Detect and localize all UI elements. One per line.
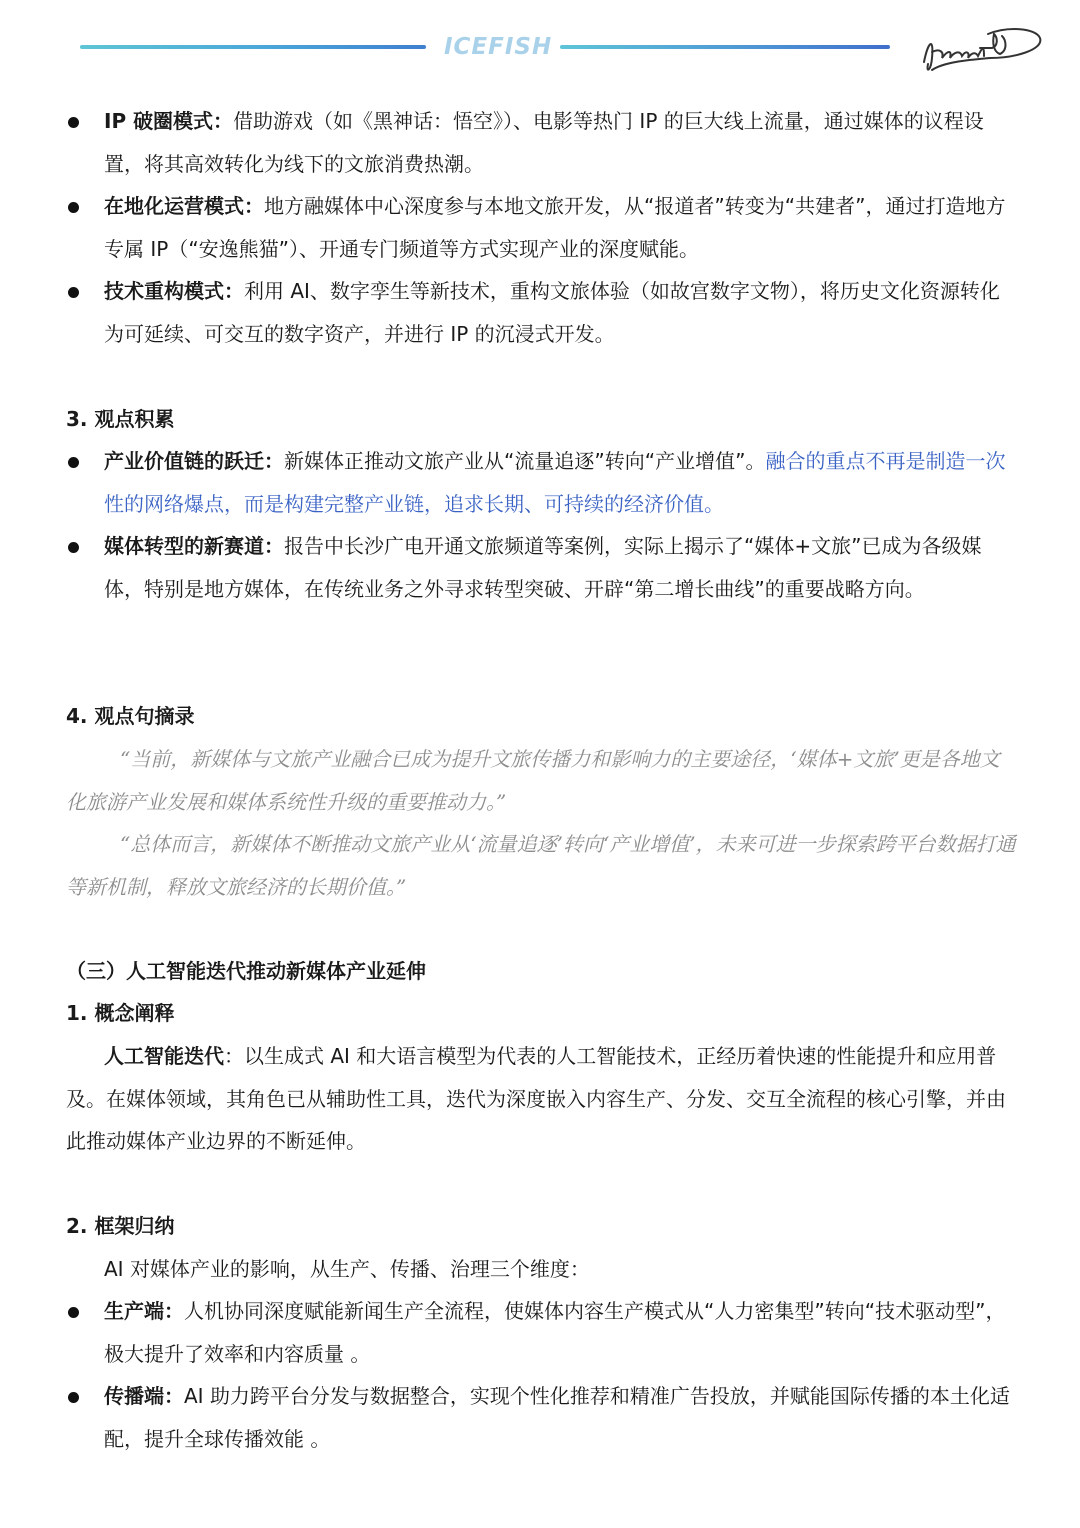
section-heading: 4. 观点句摘录 xyxy=(66,704,195,728)
item-title: IP 破圈模式： xyxy=(104,109,234,133)
item-text: 地方融媒体中心深度参与本地文旅开发，从“报道者”转变为“共建者”，通过打造地方专属 IP（“安逸熊猫”）、开通专门频道等方式实现产业的深度赋能。 xyxy=(104,194,1006,261)
quote-text: “总体而言，新媒体不断推动文旅产业从‘流量追逐’转向‘产业增值’，未来可进一步探索跨平台数据打通等新机制，释放文旅经济的长期价值。” xyxy=(66,832,1016,899)
bullet-dot xyxy=(68,117,79,128)
item-title: 产业价值链的跃迁： xyxy=(104,449,284,473)
list-item xyxy=(104,1375,1016,1460)
item-text: 新媒体正推动文旅产业从“流量追逐”转向“产业增值”。 xyxy=(284,449,766,473)
header-rule-left xyxy=(80,45,426,49)
quote-text: “当前，新媒体与文旅产业融合已成为提升文旅传播力和影响力的主要途径，‘媒体+文旅’更是各地文化旅游产业发展和媒体系统性升级的重要推动力。” xyxy=(66,747,1000,814)
page-header xyxy=(0,0,1080,100)
header-rule-right xyxy=(560,45,890,49)
list-item xyxy=(104,185,1016,270)
part-heading: （三）人工智能迭代推动新媒体产业延伸 xyxy=(66,959,426,983)
bullet-dot xyxy=(68,1392,79,1403)
list-item xyxy=(104,270,1016,355)
item-title: 在地化运营模式： xyxy=(104,194,264,218)
item-title: 生产端： xyxy=(104,1299,184,1323)
icefish-logo: ICEFISH xyxy=(444,34,553,60)
list-item xyxy=(104,440,1016,525)
item-title: 技术重构模式： xyxy=(104,279,244,303)
section-heading: 1. 概念阐释 xyxy=(66,1001,175,1025)
section-heading: 3. 观点积累 xyxy=(66,407,175,431)
item-text: 借助游戏（如《黑神话：悟空》）、电影等热门 IP 的巨大线上流量，通过媒体的议程设置，将其高效转化为线下的文旅消费热潮。 xyxy=(104,109,984,176)
concept-paragraph xyxy=(66,1035,1016,1163)
concept-term: 人工智能迭代 xyxy=(104,1044,224,1068)
framework-intro: AI 对媒体产业的影响，从生产、传播、治理三个维度： xyxy=(104,1257,590,1281)
item-text: 利用 AI、数字孪生等新技术，重构文旅体验（如故宫数字文物），将历史文化资源转化为可延续、可交互的数字资产，并进行 IP 的沉浸式开发。 xyxy=(104,279,1000,346)
item-text: AI 助力跨平台分发与数据整合，实现个性化推荐和精准广告投放，并赋能国际传播的本土化适配，提升全球传播效能 。 xyxy=(104,1384,1010,1451)
list-item xyxy=(104,525,1016,610)
item-text: 报告中长沙广电开通文旅频道等案例，实际上揭示了“媒体+文旅”已成为各级媒体，特别是地方媒体，在传统业务之外寻求转型突破、开辟“第二增长曲线”的重要战略方向。 xyxy=(104,534,982,601)
bullet-dot xyxy=(68,287,79,298)
signature-logo-icon xyxy=(918,22,1048,80)
item-highlight: 融合的重点不再是制造一次性的网络爆点，而是构建完整产业链，追求长期、可持续的经济价值。 xyxy=(104,449,1006,516)
concept-text: ：以生成式 AI 和大语言模型为代表的人工智能技术，正经历着快速的性能提升和应用普及。在媒体领域，其角色已从辅助性工具，迭代为深度嵌入内容生产、分发、交互全流程的核心引擎，并由此推动媒体产业边界的不断延伸。 xyxy=(66,1044,1006,1153)
section-heading: 2. 框架归纳 xyxy=(66,1214,175,1238)
list-item xyxy=(104,100,1016,185)
bullet-dot xyxy=(68,202,79,213)
bullet-dot xyxy=(68,457,79,468)
item-text: 人机协同深度赋能新闻生产全流程，使媒体内容生产模式从“人力密集型”转向“技术驱动型”，极大提升了效率和内容质量 。 xyxy=(104,1299,1006,1366)
bullet-dot xyxy=(68,1307,79,1318)
list-item xyxy=(104,1290,1016,1375)
item-title: 传播端： xyxy=(104,1384,184,1408)
item-title: 媒体转型的新赛道： xyxy=(104,534,284,558)
bullet-dot xyxy=(68,542,79,553)
